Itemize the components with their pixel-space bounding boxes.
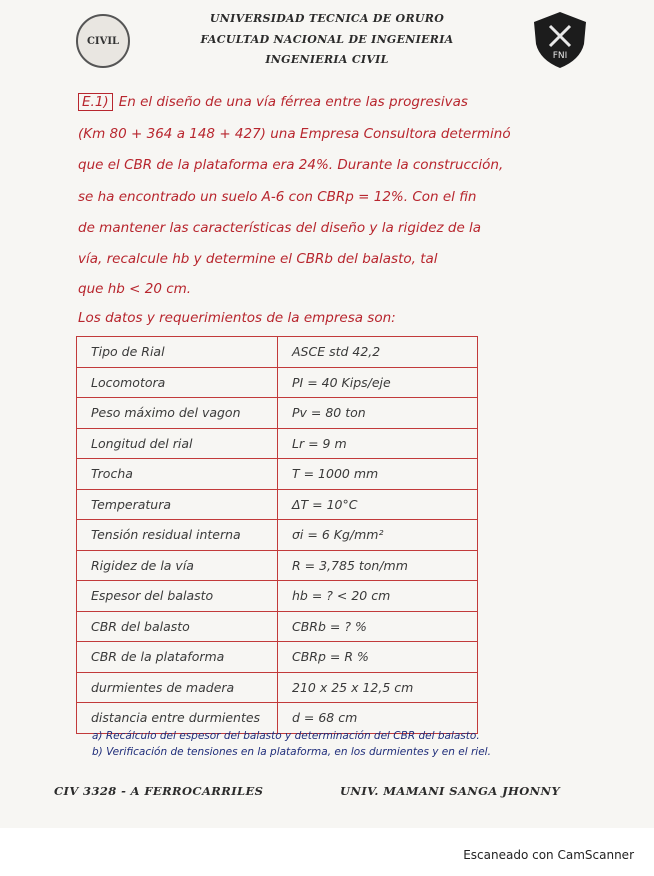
table-row — [77, 550, 478, 581]
problem-line-7: que hb < 20 cm. — [78, 281, 192, 297]
param-value: hb = ? < 20 cm — [278, 581, 478, 612]
table-row — [77, 642, 478, 673]
param-value: CBRb = ? % — [278, 611, 478, 642]
param-value: Lr = 9 m — [278, 428, 478, 459]
param-label: Trocha — [77, 459, 278, 490]
param-label: distancia entre durmientes — [77, 703, 278, 734]
author-footer: UNIV. MAMANI SANGA JHONNY — [340, 784, 561, 798]
param-value: 210 x 25 x 12,5 cm — [278, 672, 478, 703]
problem-line-6: vía, recalcule hb y determine el CBRb del balasto, tal — [78, 251, 438, 267]
param-label: CBR del balasto — [77, 611, 278, 642]
problem-line-8: Los datos y requerimientos de la empresa son: — [78, 310, 396, 326]
param-label: Locomotora — [77, 367, 278, 398]
table-row — [77, 581, 478, 612]
param-value: R = 3,785 ton/mm — [278, 550, 478, 581]
param-value: σi = 6 Kg/mm² — [278, 520, 478, 551]
table-row — [77, 398, 478, 429]
param-value: Pv = 80 ton — [278, 398, 478, 429]
table-row — [77, 489, 478, 520]
problem-line-2: (Km 80 + 364 a 148 + 427) una Empresa Consultora determinó — [78, 126, 511, 142]
requirements-table — [76, 336, 478, 734]
param-label: Longitud del rial — [77, 428, 278, 459]
problem-line-3: que el CBR de la plataforma era 24%. Durante la construcción, — [78, 157, 504, 173]
department-title: INGENIERIA CIVIL — [265, 53, 389, 66]
civil-logo-text: CIVIL — [86, 35, 120, 47]
fni-logo-text: FNI — [552, 51, 568, 61]
course-footer: CIV 3328 - A FERROCARRILES — [54, 784, 264, 798]
university-title: UNIVERSIDAD TECNICA DE ORURO — [209, 12, 445, 25]
table-row — [77, 703, 478, 734]
param-value: d = 68 cm — [278, 703, 478, 734]
param-label: Rigidez de la vía — [77, 550, 278, 581]
param-value: T = 1000 mm — [278, 459, 478, 490]
problem-line-4: se ha encontrado un suelo A-6 con CBRp = 12%. Con el fin — [78, 189, 477, 205]
table-row — [77, 611, 478, 642]
param-label: Temperatura — [77, 489, 278, 520]
camscanner-watermark: Escaneado con CamScanner — [463, 848, 634, 862]
param-label: Tipo de Rial — [77, 337, 278, 368]
note-b: b) Verificación de tensiones en la plataforma, en los durmientes y en el riel. — [92, 746, 491, 758]
param-label: Tensión residual interna — [77, 520, 278, 551]
problem-tag: E.1) — [78, 93, 113, 111]
param-label: Peso máximo del vagon — [77, 398, 278, 429]
param-label: CBR de la plataforma — [77, 642, 278, 673]
fni-shield-logo — [532, 10, 588, 70]
note-a: a) Recálculo del espesor del balasto y determinación del CBR del balasto. — [92, 730, 480, 742]
civil-logo — [76, 14, 130, 68]
table-row — [77, 367, 478, 398]
param-value: ASCE std 42,2 — [278, 337, 478, 368]
param-value: PI = 40 Kips/eje — [278, 367, 478, 398]
param-value: CBRp = R % — [278, 642, 478, 673]
problem-line-1-text: En el diseño de una vía férrea entre las progresivas — [118, 94, 468, 110]
problem-line-5: de mantener las características del diseño y la rigidez de la — [78, 220, 482, 236]
problem-line-1 — [78, 94, 468, 110]
table-row — [77, 428, 478, 459]
param-value: ΔT = 10°C — [278, 489, 478, 520]
table-row — [77, 337, 478, 368]
param-label: durmientes de madera — [77, 672, 278, 703]
faculty-title: FACULTAD NACIONAL DE INGENIERIA — [200, 33, 454, 46]
table-row — [77, 459, 478, 490]
table-row — [77, 672, 478, 703]
table-row — [77, 520, 478, 551]
param-label: Espesor del balasto — [77, 581, 278, 612]
